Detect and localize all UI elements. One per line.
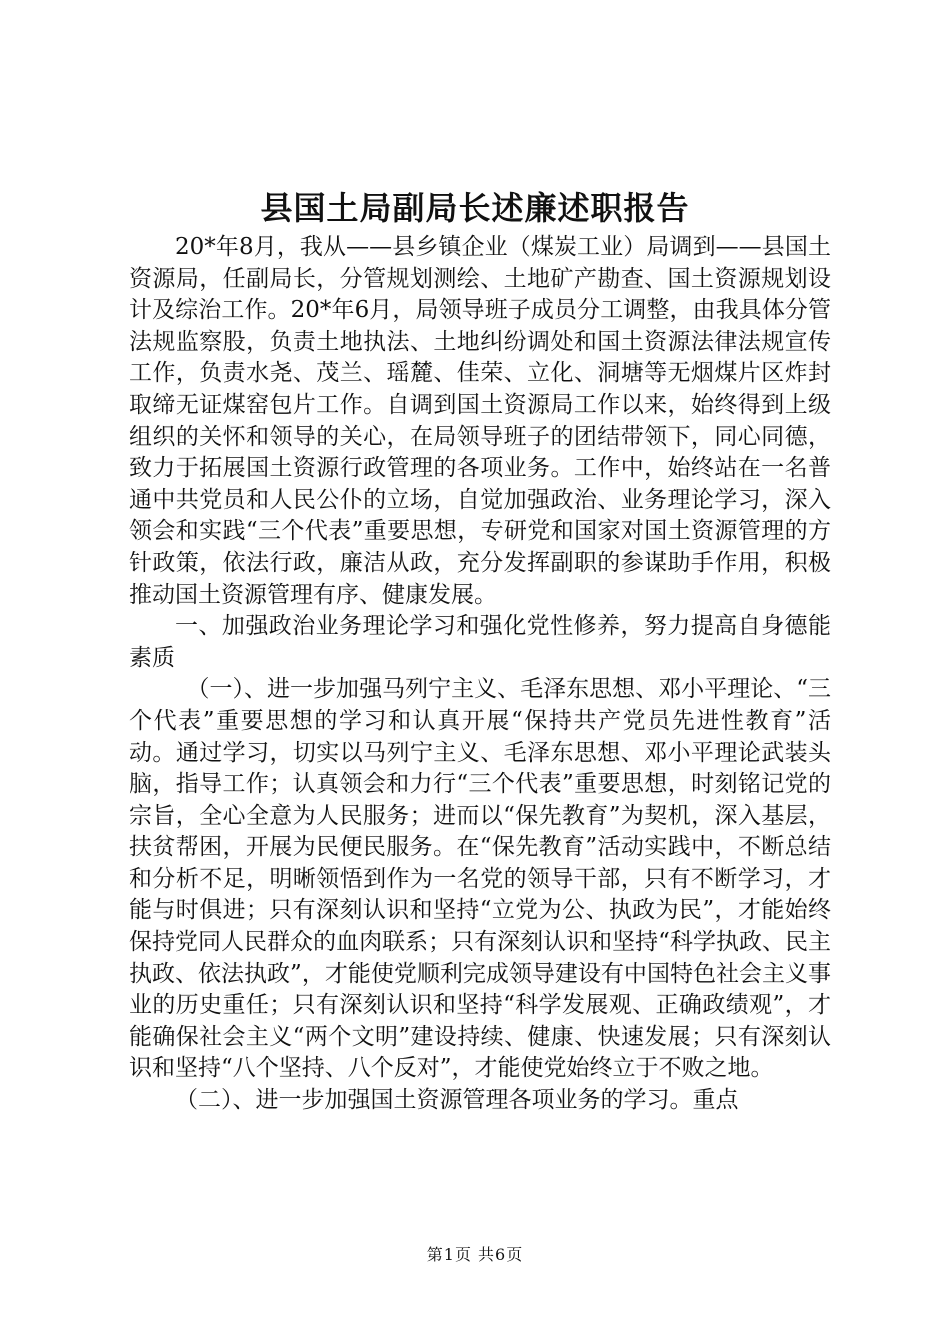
document-title: 县国土局副局长述廉述职报告 xyxy=(260,189,690,227)
section-heading-1: 一、加强政治业务理论学习和强化党性修养，努力提高自身德能素质 xyxy=(129,613,831,671)
paragraph-intro: 20*年8月，我从——县乡镇企业（煤炭工业）局调到——县国土资源局，任副局长，分管规划测绘、土地矿产勘查、国土资源规划设计及综治工作。20*年6月，局领导班子成员分工调整，由我具体分管法规监察股，负责土地执法、土地纠纷调处和国土资源法律法规宣传工作，负责水尧、茂兰、瑶麓、佳荣、立化、洞塘等无烟煤片区炸封取缔无证煤窑包片工作。自调到国土资源局工作以来，始终得到上级组织的关怀和领导的关心，在局领导班子的团结带领下，同心同德，致力于拓展国土资源行政管理的各项业务。工作中，始终站在一名普通中共党员和人民公仆的立场，自觉加强政治、业务理论学习，深入领会和实践“三个代表”重要思想，专研党和国家对国土资源管理的方针政策，依法行政，廉洁从政，充分发挥副职的参谋助手作用，积极推动国土资源管理有序、健康发展。 xyxy=(129,234,831,608)
paragraph-subsection-2: （二）、进一步加强国土资源管理各项业务的学习。重点 xyxy=(175,1087,739,1114)
paragraph-subsection-1: （一）、进一步加强马列宁主义、毛泽东思想、邓小平理论、“三个代表”重要思想的学习和认真开展“保持共产党员先进性教育”活动。通过学习，切实以马列宁主义、毛泽东思想、邓小平理论武装头脑，指导工作；认真领会和力行“三个代表”重要思想，时刻铭记党的宗旨，全心全意为人民服务；进而以“保先教育”为契机，深入基层，扶贫帮困，开展为民便民服务。在“保先教育”活动实践中，不断总结和分析不足，明晰领悟到作为一名党的领导干部，只有不断学习，才能与时俱进；只有深刻认识和坚持“立党为公、执政为民”，才能始终保持党同人民群众的血肉联系；只有深刻认识和坚持“科学执政、民主执政、依法执政”，才能使党顺利完成领导建设有中国特色社会主义事业的历史重任；只有深刻认识和坚持“科学发展观、正确政绩观”，才能确保社会主义“两个文明”建设持续、健康、快速发展；只有深刻认识和坚持“八个坚持、八个反对”，才能使党始终立于不败之地。 xyxy=(129,676,831,1082)
page-number-footer: 第1页 共6页 xyxy=(426,1245,524,1264)
document-body xyxy=(129,232,831,1117)
